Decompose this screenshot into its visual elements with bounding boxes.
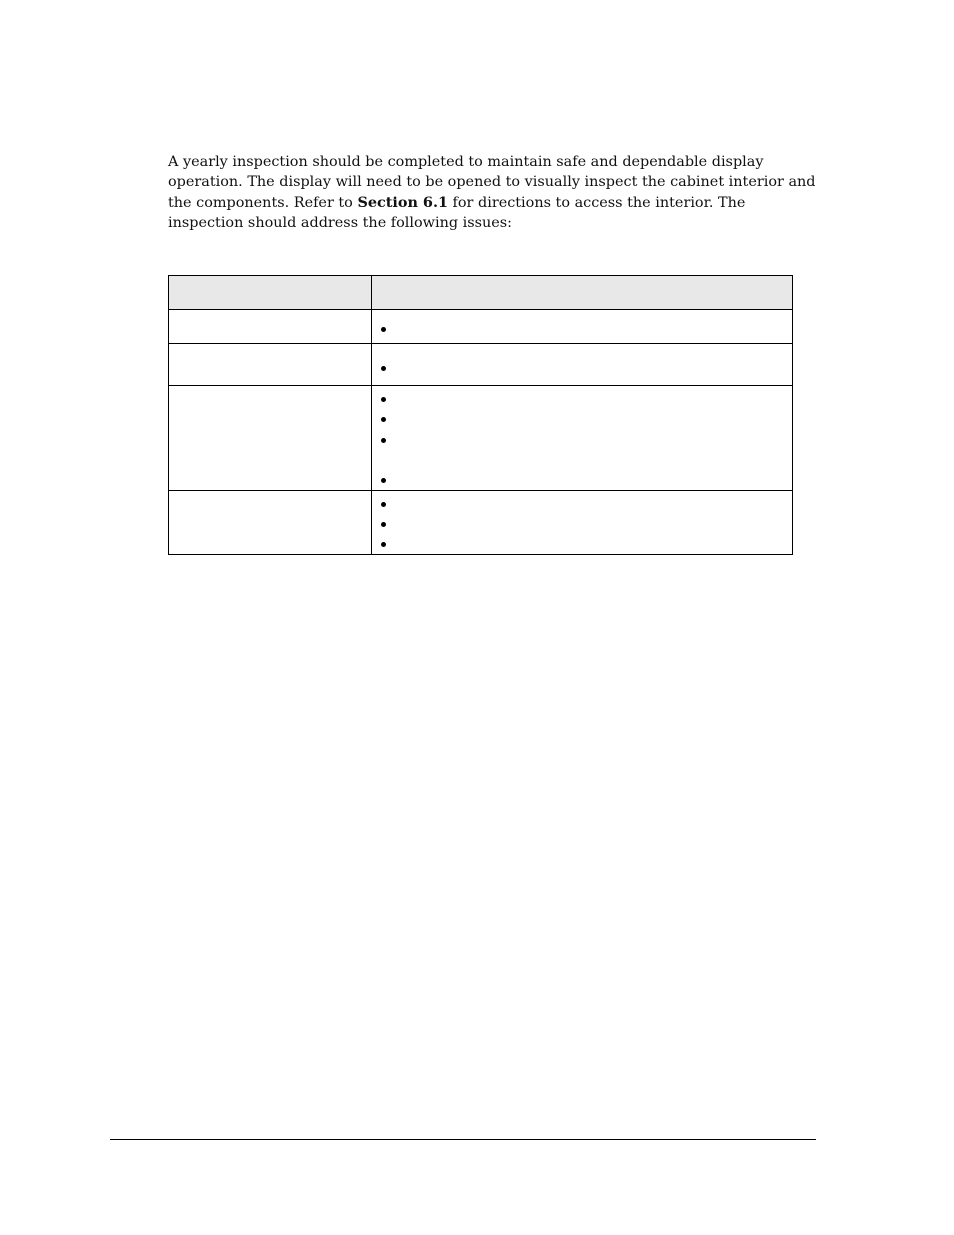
bullet-icon [381,522,386,527]
list-item [372,493,792,513]
bullet-list [372,388,792,490]
footer-rule [110,1139,816,1140]
bullet-list [372,493,792,554]
table-row [169,310,793,344]
table-cell-item [169,344,372,386]
bullet-icon [381,438,386,443]
table-cell-item [169,386,372,491]
table-header-row [169,276,793,310]
bullet-icon [381,542,386,547]
table-cell-item [169,490,372,554]
list-item [372,388,792,408]
intro-text-part2: for directions to access the interior. The inspection should address the following issues: [168,194,746,232]
table-cell-details [372,344,793,386]
table-row [169,344,793,386]
bullet-icon [381,502,386,507]
list-item [372,513,792,533]
inspection-table [168,275,793,555]
table-header-cell-item [169,276,372,310]
list-item [372,357,792,377]
table-row [169,490,793,554]
bullet-list [372,318,792,338]
table-cell-details [372,310,793,344]
list-item [372,429,792,449]
bullet-icon [381,397,386,402]
list-item [372,318,792,338]
table-cell-item [169,310,372,344]
list-item [372,469,792,489]
list-item [372,533,792,553]
list-item [372,408,792,428]
bullet-icon [381,366,386,371]
bullet-icon [381,417,386,422]
bullet-icon [381,478,386,483]
section-reference: Section 6.1 [357,193,448,211]
bullet-icon [381,327,386,332]
intro-paragraph [168,152,818,234]
bullet-list [372,357,792,377]
table-cell-details [372,490,793,554]
table-cell-details [372,386,793,491]
table-header-cell-details [372,276,793,310]
table-row [169,386,793,491]
intro-text-part1: A yearly inspection should be completed to maintain safe and dependable display operation. The display will need to be opened to visually inspect the cabinet interior and the components. Refer to [168,154,816,211]
